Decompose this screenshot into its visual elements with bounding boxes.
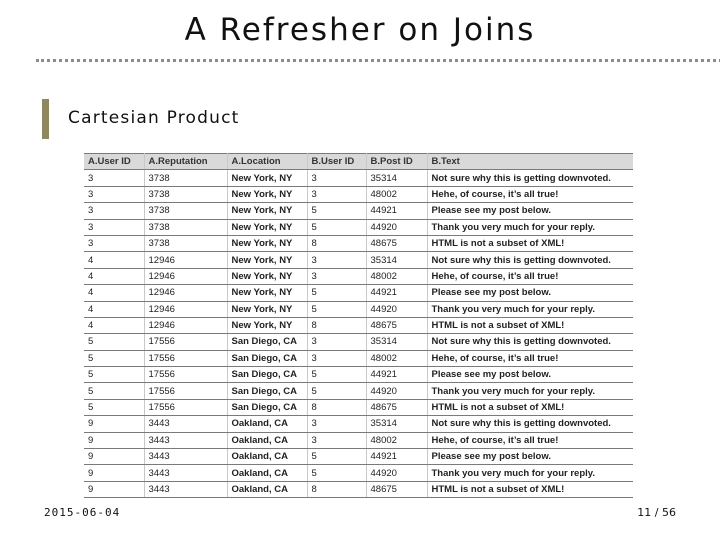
table-cell: 3 <box>84 203 144 219</box>
table-cell: 4 <box>84 317 144 333</box>
table-cell: 44921 <box>366 285 427 301</box>
table-cell: Oakland, CA <box>227 481 307 497</box>
table-cell: Oakland, CA <box>227 416 307 432</box>
title-divider <box>36 59 720 62</box>
table-cell: New York, NY <box>227 285 307 301</box>
table-cell: 8 <box>307 317 366 333</box>
table-cell: 12946 <box>144 252 227 268</box>
table-cell: 5 <box>307 449 366 465</box>
table-cell: 48002 <box>366 350 427 366</box>
table-cell: 8 <box>307 235 366 251</box>
table-cell: 5 <box>307 367 366 383</box>
table-row <box>84 399 633 415</box>
table-cell: 9 <box>84 416 144 432</box>
table-cell: 3443 <box>144 432 227 448</box>
table-cell: 3 <box>307 416 366 432</box>
table-cell: Oakland, CA <box>227 449 307 465</box>
table-row <box>84 219 633 235</box>
table-cell: San Diego, CA <box>227 350 307 366</box>
table-row <box>84 268 633 284</box>
table-cell: 3 <box>307 432 366 448</box>
table-row <box>84 334 633 350</box>
cartesian-product-table <box>84 153 633 498</box>
table-cell: 5 <box>307 203 366 219</box>
table-cell: 5 <box>307 219 366 235</box>
table-header-row <box>84 154 633 170</box>
table-cell: Not sure why this is getting downvoted. <box>427 334 633 350</box>
table-cell: New York, NY <box>227 301 307 317</box>
table-cell: 35314 <box>366 334 427 350</box>
table-cell: Please see my post below. <box>427 367 633 383</box>
table-cell: 5 <box>84 383 144 399</box>
table-cell: Thank you very much for your reply. <box>427 301 633 317</box>
table-cell: New York, NY <box>227 235 307 251</box>
table-cell: 44920 <box>366 383 427 399</box>
table-cell: Please see my post below. <box>427 449 633 465</box>
table-row <box>84 350 633 366</box>
table-cell: Not sure why this is getting downvoted. <box>427 252 633 268</box>
table-cell: 17556 <box>144 350 227 366</box>
table-cell: 4 <box>84 252 144 268</box>
table-cell: 4 <box>84 268 144 284</box>
table-cell: 48675 <box>366 317 427 333</box>
table-cell: 5 <box>84 367 144 383</box>
table-cell: 3 <box>307 334 366 350</box>
slide-subtitle: Cartesian Product <box>68 108 240 128</box>
table-cell: 9 <box>84 465 144 481</box>
table-cell: 3738 <box>144 203 227 219</box>
table-row <box>84 235 633 251</box>
table-cell: Thank you very much for your reply. <box>427 383 633 399</box>
table-row <box>84 317 633 333</box>
table-cell: 3 <box>307 350 366 366</box>
table-cell: 44921 <box>366 203 427 219</box>
table-row <box>84 367 633 383</box>
table-cell: HTML is not a subset of XML! <box>427 317 633 333</box>
column-header: A.Reputation <box>144 154 227 170</box>
table-cell: New York, NY <box>227 268 307 284</box>
table-cell: Hehe, of course, it’s all true! <box>427 186 633 202</box>
table-cell: 5 <box>84 350 144 366</box>
table-cell: 9 <box>84 449 144 465</box>
table-cell: 17556 <box>144 367 227 383</box>
table-cell: 44921 <box>366 367 427 383</box>
table-cell: 3443 <box>144 416 227 432</box>
table-cell: 44920 <box>366 465 427 481</box>
table-cell: Not sure why this is getting downvoted. <box>427 170 633 186</box>
table-cell: San Diego, CA <box>227 383 307 399</box>
table-cell: 3 <box>307 170 366 186</box>
table-cell: 8 <box>307 399 366 415</box>
table-cell: 48002 <box>366 432 427 448</box>
table-row <box>84 432 633 448</box>
table-row <box>84 186 633 202</box>
table-cell: 48675 <box>366 399 427 415</box>
table-cell: 12946 <box>144 317 227 333</box>
column-header: B.Text <box>427 154 633 170</box>
table-row <box>84 301 633 317</box>
table-row <box>84 285 633 301</box>
table-cell: Please see my post below. <box>427 203 633 219</box>
table-cell: HTML is not a subset of XML! <box>427 399 633 415</box>
table-cell: Oakland, CA <box>227 432 307 448</box>
table-cell: 3 <box>84 186 144 202</box>
slide-date: 2015-06-04 <box>44 506 121 519</box>
table-cell: 5 <box>84 399 144 415</box>
table-cell: New York, NY <box>227 186 307 202</box>
table-cell: San Diego, CA <box>227 367 307 383</box>
table-cell: 3 <box>84 170 144 186</box>
table-cell: 17556 <box>144 383 227 399</box>
table-cell: 17556 <box>144 334 227 350</box>
table-cell: 3738 <box>144 170 227 186</box>
column-header: B.Post ID <box>366 154 427 170</box>
table-cell: New York, NY <box>227 170 307 186</box>
table-row <box>84 416 633 432</box>
table-cell: 5 <box>307 465 366 481</box>
table-cell: HTML is not a subset of XML! <box>427 481 633 497</box>
table-cell: Please see my post below. <box>427 285 633 301</box>
table-row <box>84 481 633 497</box>
table-cell: 35314 <box>366 416 427 432</box>
table-cell: HTML is not a subset of XML! <box>427 235 633 251</box>
table-cell: 35314 <box>366 252 427 268</box>
table-cell: 3443 <box>144 481 227 497</box>
table-cell: 5 <box>84 334 144 350</box>
table-cell: 5 <box>307 301 366 317</box>
table-cell: 3443 <box>144 449 227 465</box>
table-row <box>84 465 633 481</box>
table-cell: Not sure why this is getting downvoted. <box>427 416 633 432</box>
table-cell: 12946 <box>144 301 227 317</box>
table-cell: New York, NY <box>227 203 307 219</box>
table-cell: 3738 <box>144 186 227 202</box>
table-cell: Hehe, of course, it’s all true! <box>427 432 633 448</box>
table-cell: San Diego, CA <box>227 334 307 350</box>
table-cell: 5 <box>307 285 366 301</box>
table-cell: 12946 <box>144 268 227 284</box>
table-cell: 12946 <box>144 285 227 301</box>
subtitle-accent-bar <box>42 99 49 139</box>
column-header: A.User ID <box>84 154 144 170</box>
table-row <box>84 449 633 465</box>
table-row <box>84 203 633 219</box>
table-row <box>84 170 633 186</box>
table-cell: 4 <box>84 285 144 301</box>
table-cell: New York, NY <box>227 219 307 235</box>
table-cell: 5 <box>307 383 366 399</box>
table-cell: 35314 <box>366 170 427 186</box>
table-cell: 48675 <box>366 235 427 251</box>
table-cell: Thank you very much for your reply. <box>427 219 633 235</box>
table-cell: Hehe, of course, it’s all true! <box>427 268 633 284</box>
table-body <box>84 170 633 498</box>
table-cell: 44920 <box>366 219 427 235</box>
table-cell: 44920 <box>366 301 427 317</box>
page-number: 11 / 56 <box>637 506 676 519</box>
table-cell: 3738 <box>144 219 227 235</box>
table-cell: 3 <box>307 186 366 202</box>
table-cell: 17556 <box>144 399 227 415</box>
table-cell: 48675 <box>366 481 427 497</box>
table-cell: Oakland, CA <box>227 465 307 481</box>
table-cell: 3 <box>307 252 366 268</box>
table-cell: 3738 <box>144 235 227 251</box>
table-cell: 44921 <box>366 449 427 465</box>
table-cell: 8 <box>307 481 366 497</box>
table-cell: 3 <box>307 268 366 284</box>
table-row <box>84 252 633 268</box>
table-cell: Hehe, of course, it’s all true! <box>427 350 633 366</box>
table-cell: Thank you very much for your reply. <box>427 465 633 481</box>
table-row <box>84 383 633 399</box>
table-cell: 3443 <box>144 465 227 481</box>
table-cell: 9 <box>84 432 144 448</box>
table-container <box>84 153 633 499</box>
slide-title: A Refresher on Joins <box>184 12 536 48</box>
table-cell: 3 <box>84 235 144 251</box>
table-cell: New York, NY <box>227 317 307 333</box>
column-header: A.Location <box>227 154 307 170</box>
table-cell: 9 <box>84 481 144 497</box>
table-cell: 48002 <box>366 268 427 284</box>
table-cell: San Diego, CA <box>227 399 307 415</box>
column-header: B.User ID <box>307 154 366 170</box>
table-cell: 48002 <box>366 186 427 202</box>
table-cell: 4 <box>84 301 144 317</box>
table-cell: New York, NY <box>227 252 307 268</box>
table-cell: 3 <box>84 219 144 235</box>
